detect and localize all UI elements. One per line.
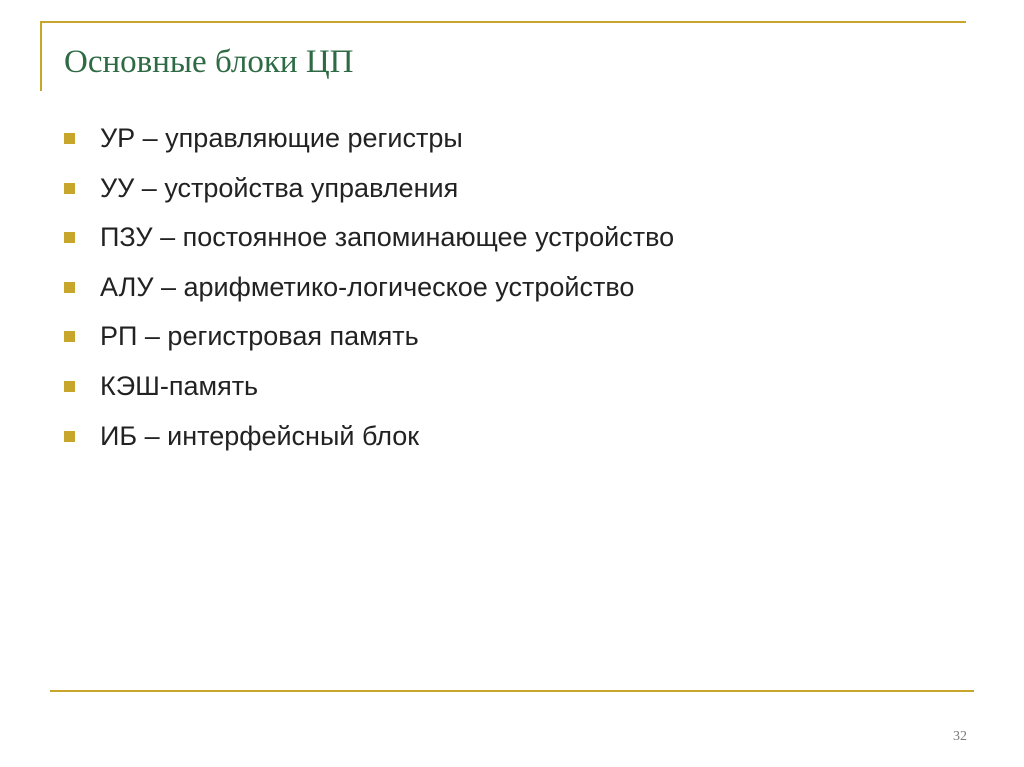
bullet-text: РП – регистровая память	[100, 321, 419, 352]
bullet-list	[64, 114, 674, 461]
bullet-item	[64, 263, 674, 313]
square-bullet-icon	[64, 331, 75, 342]
bullet-item	[64, 164, 674, 214]
square-bullet-icon	[64, 381, 75, 392]
square-bullet-icon	[64, 282, 75, 293]
bottom-divider	[50, 690, 974, 692]
bullet-text: КЭШ-память	[100, 370, 259, 401]
bullet-text: ПЗУ – постоянное запоминающее устройство	[100, 222, 675, 253]
bullet-item	[64, 312, 674, 362]
bullet-item	[64, 114, 674, 164]
square-bullet-icon	[64, 431, 75, 442]
slide-title: Основные блоки ЦП	[64, 44, 354, 80]
bullet-text: ИБ – интерфейсный блок	[100, 420, 420, 451]
square-bullet-icon	[64, 133, 75, 144]
square-bullet-icon	[64, 232, 75, 243]
bullet-item	[64, 213, 674, 263]
bullet-item	[64, 362, 674, 412]
bullet-text: УР – управляющие регистры	[100, 123, 463, 153]
top-divider	[40, 21, 966, 23]
square-bullet-icon	[64, 183, 75, 194]
bullet-text: УУ – устройства управления	[100, 172, 459, 203]
bullet-text: АЛУ – арифметико-логическое устройство	[100, 271, 635, 302]
bullet-item	[64, 412, 674, 462]
left-accent-line	[40, 21, 42, 91]
page-number: 32	[953, 729, 967, 744]
